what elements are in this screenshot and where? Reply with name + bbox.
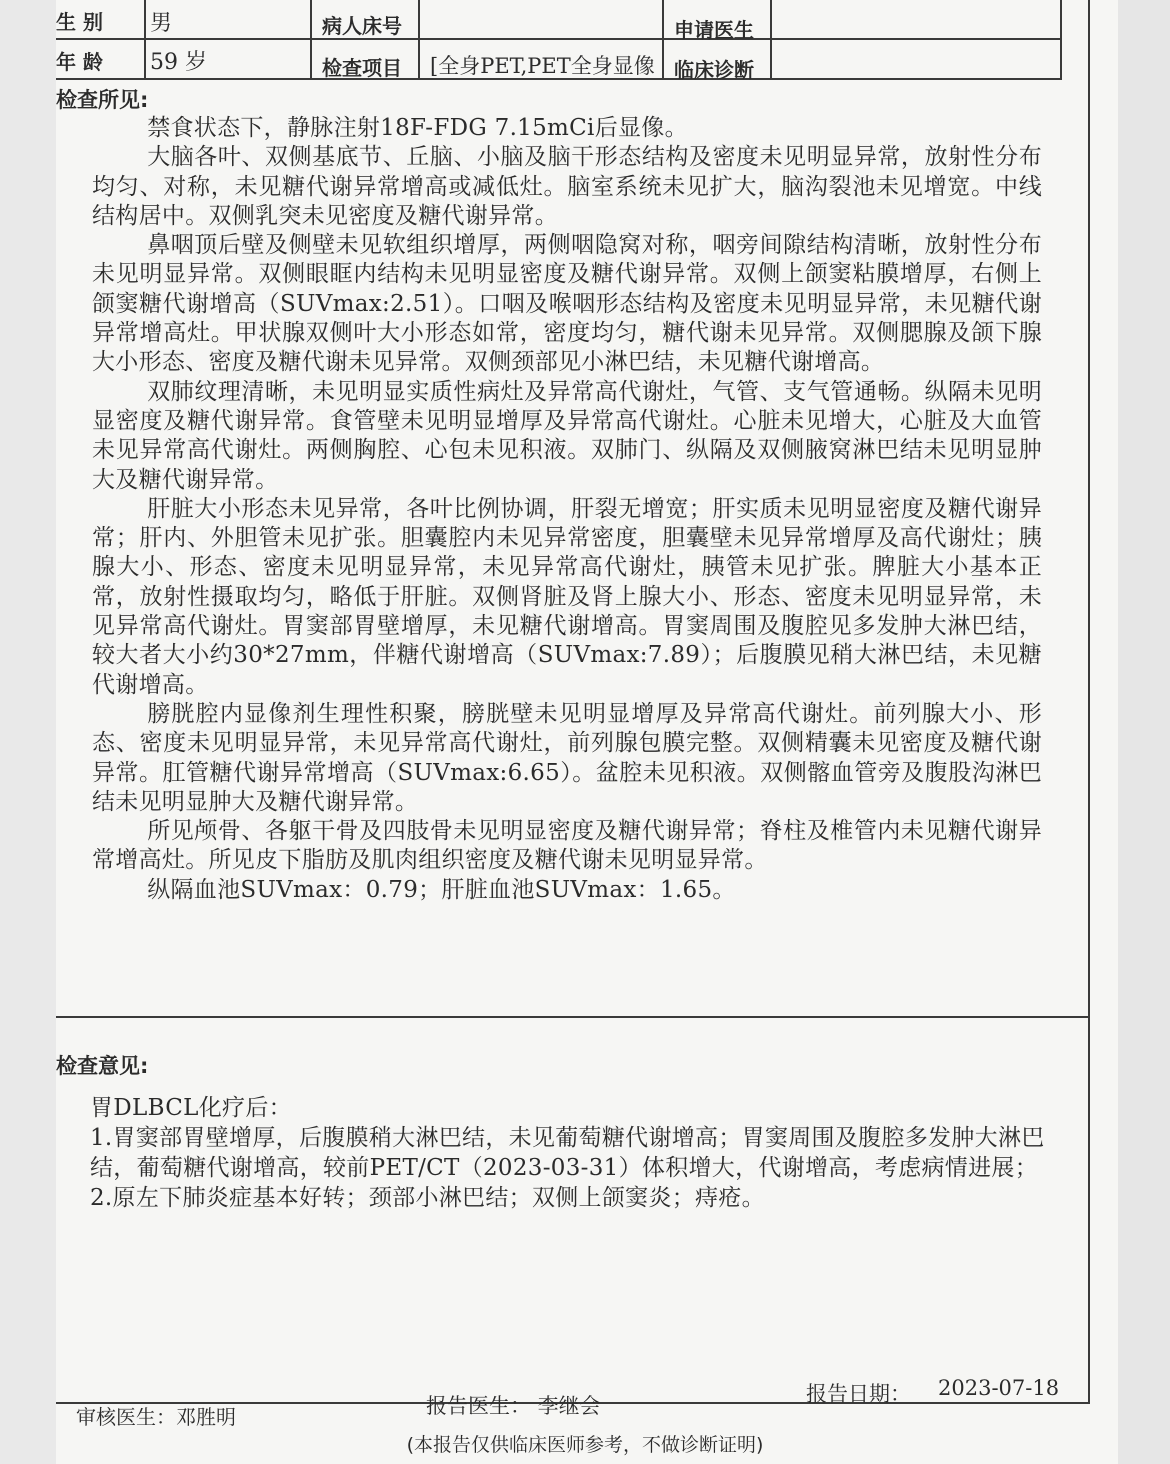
findings-paragraph: 纵隔血池SUVmax：0.79；肝脏血池SUVmax：1.65。 — [147, 876, 736, 903]
table-col-divider — [662, 0, 664, 80]
exam-item-value: [全身PET,PET全身显像 — [430, 54, 655, 78]
clinical-diagnosis-label: 临床诊断 — [674, 58, 754, 82]
findings-paragraph: 所见颅骨、各躯干骨及四肢骨未见明显密度及糖代谢异常；脊柱及椎管内未见糖代谢异常增高灶。所见皮下脂肪及肌肉组织密度及糖代谢未见明显异常。 — [92, 818, 1042, 874]
conclusion-line: 2.原左下肺炎症基本好转；颈部小淋巴结；双侧上颌窦炎；痔疮。 — [90, 1185, 765, 1211]
table-row-divider — [56, 38, 1062, 40]
exam-item-label: 检查项目 — [322, 56, 402, 80]
findings-paragraph: 双肺纹理清晰，未见明显实质性病灶及异常高代谢灶，气管、支气管通畅。纵隔未见明显密度及糖代谢异常。食管壁未见明显增厚及异常高代谢灶。心脏未见增大，心脏及大血管未见异常高代谢灶。两侧胸腔、心包未见积液。双肺门、纵隔及双侧腋窝淋巴结未见明显肿大及糖代谢异常。 — [92, 378, 1042, 493]
findings-paragraph: 大脑各叶、双侧基底节、丘脑、小脑及脑干形态结构及密度未见明显异常，放射性分布均匀、对称，未见糖代谢异常增高或减低灶。脑室系统未见扩大，脑沟裂池未见增宽。中线结构居中。双侧乳突未见密度及糖代谢异常。 — [92, 144, 1042, 229]
findings-paragraph: 禁食状态下，静脉注射18F-FDG 7.15mCi后显像。 — [147, 115, 688, 141]
gender-value: 男 — [150, 11, 173, 36]
findings-paragraph: 膀胱腔内显像剂生理性积聚，膀胱壁未见明显增厚及异常高代谢灶。前列腺大小、形态、密度未见明显异常，未见异常高代谢灶，前列腺包膜完整。双侧精囊未见密度及糖代谢异常。肛管糖代谢异常增高（SUVmax:6.65）。盆腔未见积液。双侧髂血管旁及腹股沟淋巴结未见明显肿大及糖代谢异常。 — [92, 700, 1042, 815]
findings-paragraph: 肝脏大小形态未见异常，各叶比例协调，肝裂无增宽；肝实质未见明显密度及糖代谢异常；肝内、外胆管未见扩张。胆囊腔内未见异常密度，胆囊壁未见异常增厚及高代谢灶；胰腺大小、形态、密度未见明显异常，未见异常高代谢灶，胰管未见扩张。脾脏大小基本正常，放射性摄取均匀，略低于肝脏。双侧肾脏及肾上腺大小、形态、密度未见明显异常，未见异常高代谢灶。胃窦部胃壁增厚，未见糖代谢增高。胃窦周围及腹腔见多发肿大淋巴结，较大者大小约30*27mm，伴糖代谢增高（SUVmax:7.89）；后腹膜见稍大淋巴结，未见糖代谢增高。 — [92, 495, 1042, 698]
table-col-divider — [144, 0, 146, 80]
page-left-margin — [0, 0, 56, 1464]
report-box-right-border — [1088, 0, 1090, 1404]
page-right-margin — [1118, 0, 1170, 1464]
conclusion-line: 胃DLBCL化疗后： — [90, 1095, 292, 1121]
gender-label: 生 别 — [56, 10, 103, 34]
conclusion-title: 检查意见: — [56, 1054, 149, 1078]
table-col-divider — [770, 0, 772, 80]
requesting-doctor-label: 申请医生 — [674, 18, 754, 42]
disclaimer-note: (本报告仅供临床医师参考，不做诊断证明) — [406, 1434, 764, 1456]
age-label: 年 龄 — [56, 50, 103, 74]
findings-body — [92, 114, 1042, 905]
report-date-value: 2023-07-18 — [938, 1376, 1060, 1400]
conclusion-line: 1.胃窦部胃壁增厚，后腹膜稍大淋巴结，未见葡萄糖代谢增高；胃窦周围及腹腔多发肿大淋巴结，葡萄糖代谢增高，较前PET/CT（2023-03-31）体积增大，代谢增高，考虑病情进展； — [90, 1125, 1045, 1181]
table-col-divider — [310, 0, 312, 80]
reporting-doctor: 报告医生： 李继会 — [426, 1394, 601, 1418]
findings-title: 检查所见: — [56, 88, 149, 112]
table-col-divider — [418, 0, 420, 80]
reviewing-doctor: 审核医生：邓胜明 — [76, 1405, 236, 1429]
report-date-label: 报告日期： — [806, 1382, 911, 1406]
age-value: 59 岁 — [150, 50, 207, 75]
table-col-divider — [1060, 0, 1062, 80]
patient-info-table — [56, 0, 1062, 80]
section-divider — [56, 1016, 1088, 1018]
bed-number-label: 病人床号 — [322, 14, 402, 38]
conclusion-body — [90, 1093, 1050, 1213]
findings-paragraph: 鼻咽顶后壁及侧壁未见软组织增厚，两侧咽隐窝对称，咽旁间隙结构清晰，放射性分布未见明显异常。双侧眼眶内结构未见明显密度及糖代谢异常。双侧上颌窦粘膜增厚，右侧上颌窦糖代谢增高（SUVmax:2.51）。口咽及喉咽形态结构及密度未见明显异常，未见糖代谢异常增高灶。甲状腺双侧叶大小形态如常，密度均匀，糖代谢未见异常。双侧腮腺及颌下腺大小形态、密度及糖代谢未见异常。双侧颈部见小淋巴结，未见糖代谢增高。 — [92, 232, 1042, 376]
